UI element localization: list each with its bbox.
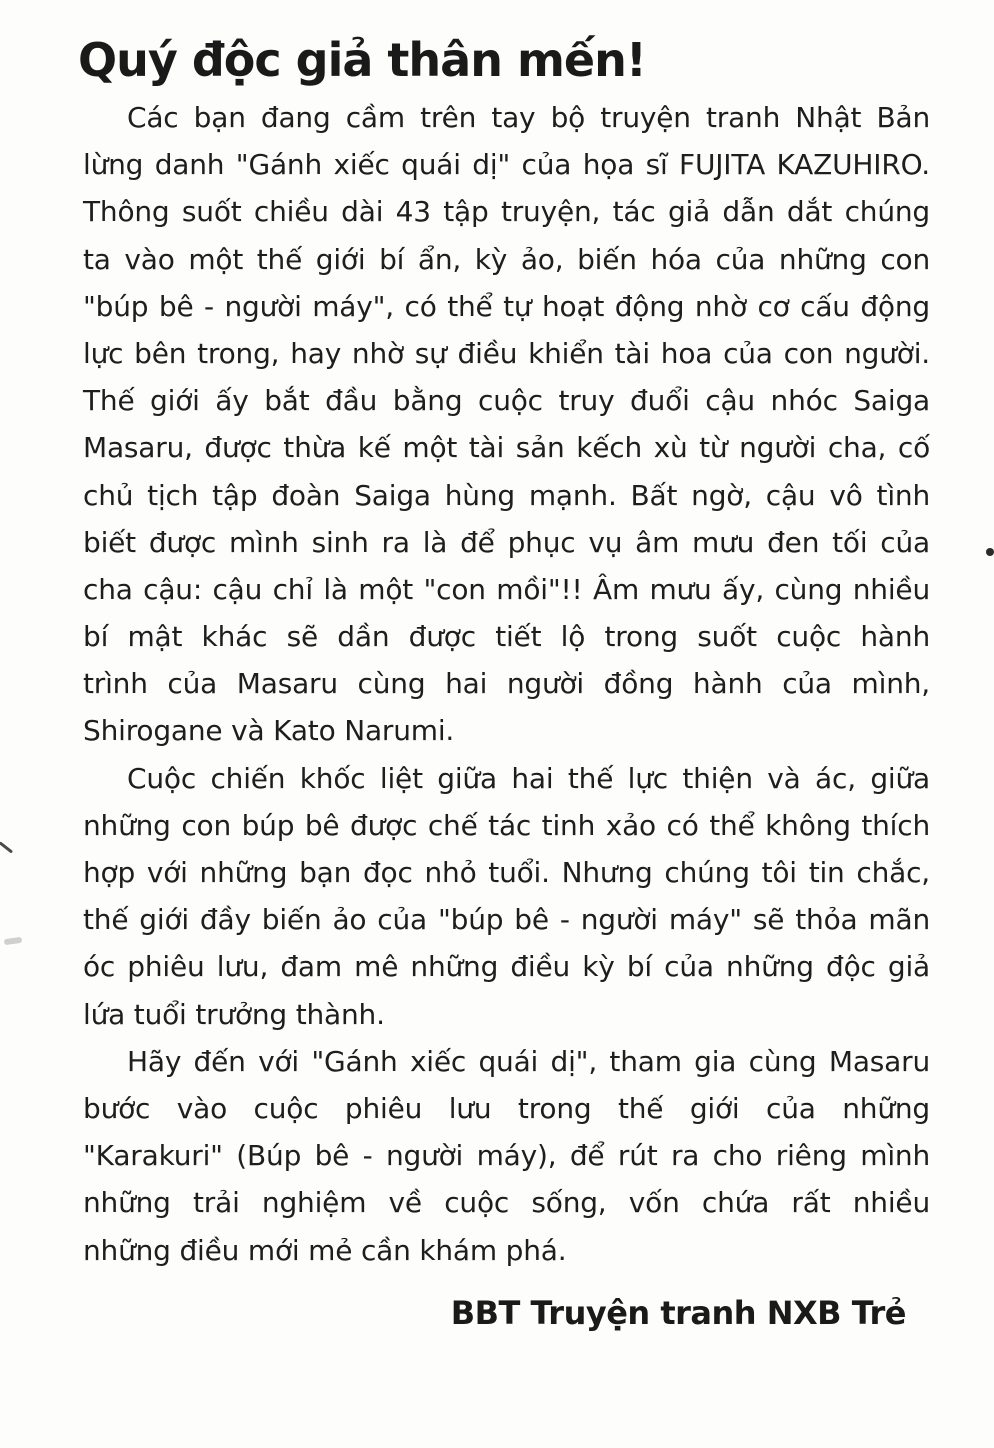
text-line: Thông suốt chiều dài 43 tập truyện, tác giả dẫn dắt chúng bbox=[83, 195, 930, 229]
text-line: biết được mình sinh ra là để phục vụ âm mưu đen tối của bbox=[83, 525, 930, 559]
text-line: Hãy đến với "Gánh xiếc quái dị", tham gia cùng Masaru bbox=[127, 1044, 930, 1078]
text-line: Shirogane và Kato Narumi. bbox=[83, 714, 455, 748]
text-line: bước vào cuộc phiêu lưu trong thế giới của những bbox=[83, 1091, 930, 1125]
text-line: bí mật khác sẽ dần được tiết lộ trong suốt cuộc hành bbox=[83, 620, 930, 654]
text-line: cha cậu: cậu chỉ là một "con mồi"!! Âm mưu ấy, cùng nhiều bbox=[83, 572, 930, 606]
text-line: trình của Masaru cùng hai người đồng hành của mình, bbox=[83, 667, 930, 701]
text-line: Cuộc chiến khốc liệt giữa hai thế lực thiện và ác, giữa bbox=[127, 761, 930, 795]
text-line: những con búp bê được chế tác tinh xảo có thể không thích bbox=[83, 808, 930, 842]
signature: BBT Truyện tranh NXB Trẻ bbox=[450, 1294, 906, 1332]
text-line: óc phiêu lưu, đam mê những điều kỳ bí của những độc giả bbox=[83, 950, 930, 984]
text-line: "búp bê - người máy", có thể tự hoạt động nhờ cơ cấu động bbox=[83, 289, 930, 323]
text-line: chủ tịch tập đoàn Saiga hùng mạnh. Bất ngờ, cậu vô tình bbox=[83, 478, 930, 512]
paragraph-3 bbox=[83, 1038, 930, 1274]
text-line: hợp với những bạn đọc nhỏ tuổi. Nhưng chúng tôi tin chắc, bbox=[83, 856, 930, 889]
paragraph-1 bbox=[83, 94, 930, 755]
text-line: Masaru, được thừa kế một tài sản kếch xù từ người cha, cố bbox=[83, 431, 930, 465]
text-line: Các bạn đang cầm trên tay bộ truyện tranh Nhật Bản bbox=[127, 101, 930, 134]
text-line: thế giới đầy biến ảo của "búp bê - người máy" sẽ thỏa mãn bbox=[83, 903, 930, 937]
text-line: những trải nghiệm về cuộc sống, vốn chứa rất nhiều bbox=[83, 1186, 930, 1220]
text-line: Thế giới ấy bắt đầu bằng cuộc truy đuổi cậu nhóc Saiga bbox=[83, 384, 930, 418]
text-line: lừng danh "Gánh xiếc quái dị" của họa sĩ FUJITA KAZUHIRO. bbox=[83, 148, 930, 182]
text-line: lứa tuổi trưởng thành. bbox=[83, 997, 385, 1031]
scan-artifact-dot bbox=[986, 548, 994, 556]
letter-body bbox=[83, 94, 930, 1274]
scan-artifact-tick bbox=[0, 841, 13, 853]
page-title: Quý độc giả thân mến! bbox=[78, 32, 646, 87]
scan-artifact-smudge bbox=[4, 937, 23, 945]
text-line: "Karakuri" (Búp bê - người máy), để rút ra cho riêng mình bbox=[83, 1139, 930, 1173]
text-line: ta vào một thế giới bí ẩn, kỳ ảo, biến hóa của những con bbox=[83, 242, 930, 276]
text-line: những điều mới mẻ cần khám phá. bbox=[83, 1233, 567, 1267]
text-line: lực bên trong, hay nhờ sự điều khiển tài hoa của con người. bbox=[83, 336, 930, 370]
paragraph-2 bbox=[83, 755, 930, 1038]
